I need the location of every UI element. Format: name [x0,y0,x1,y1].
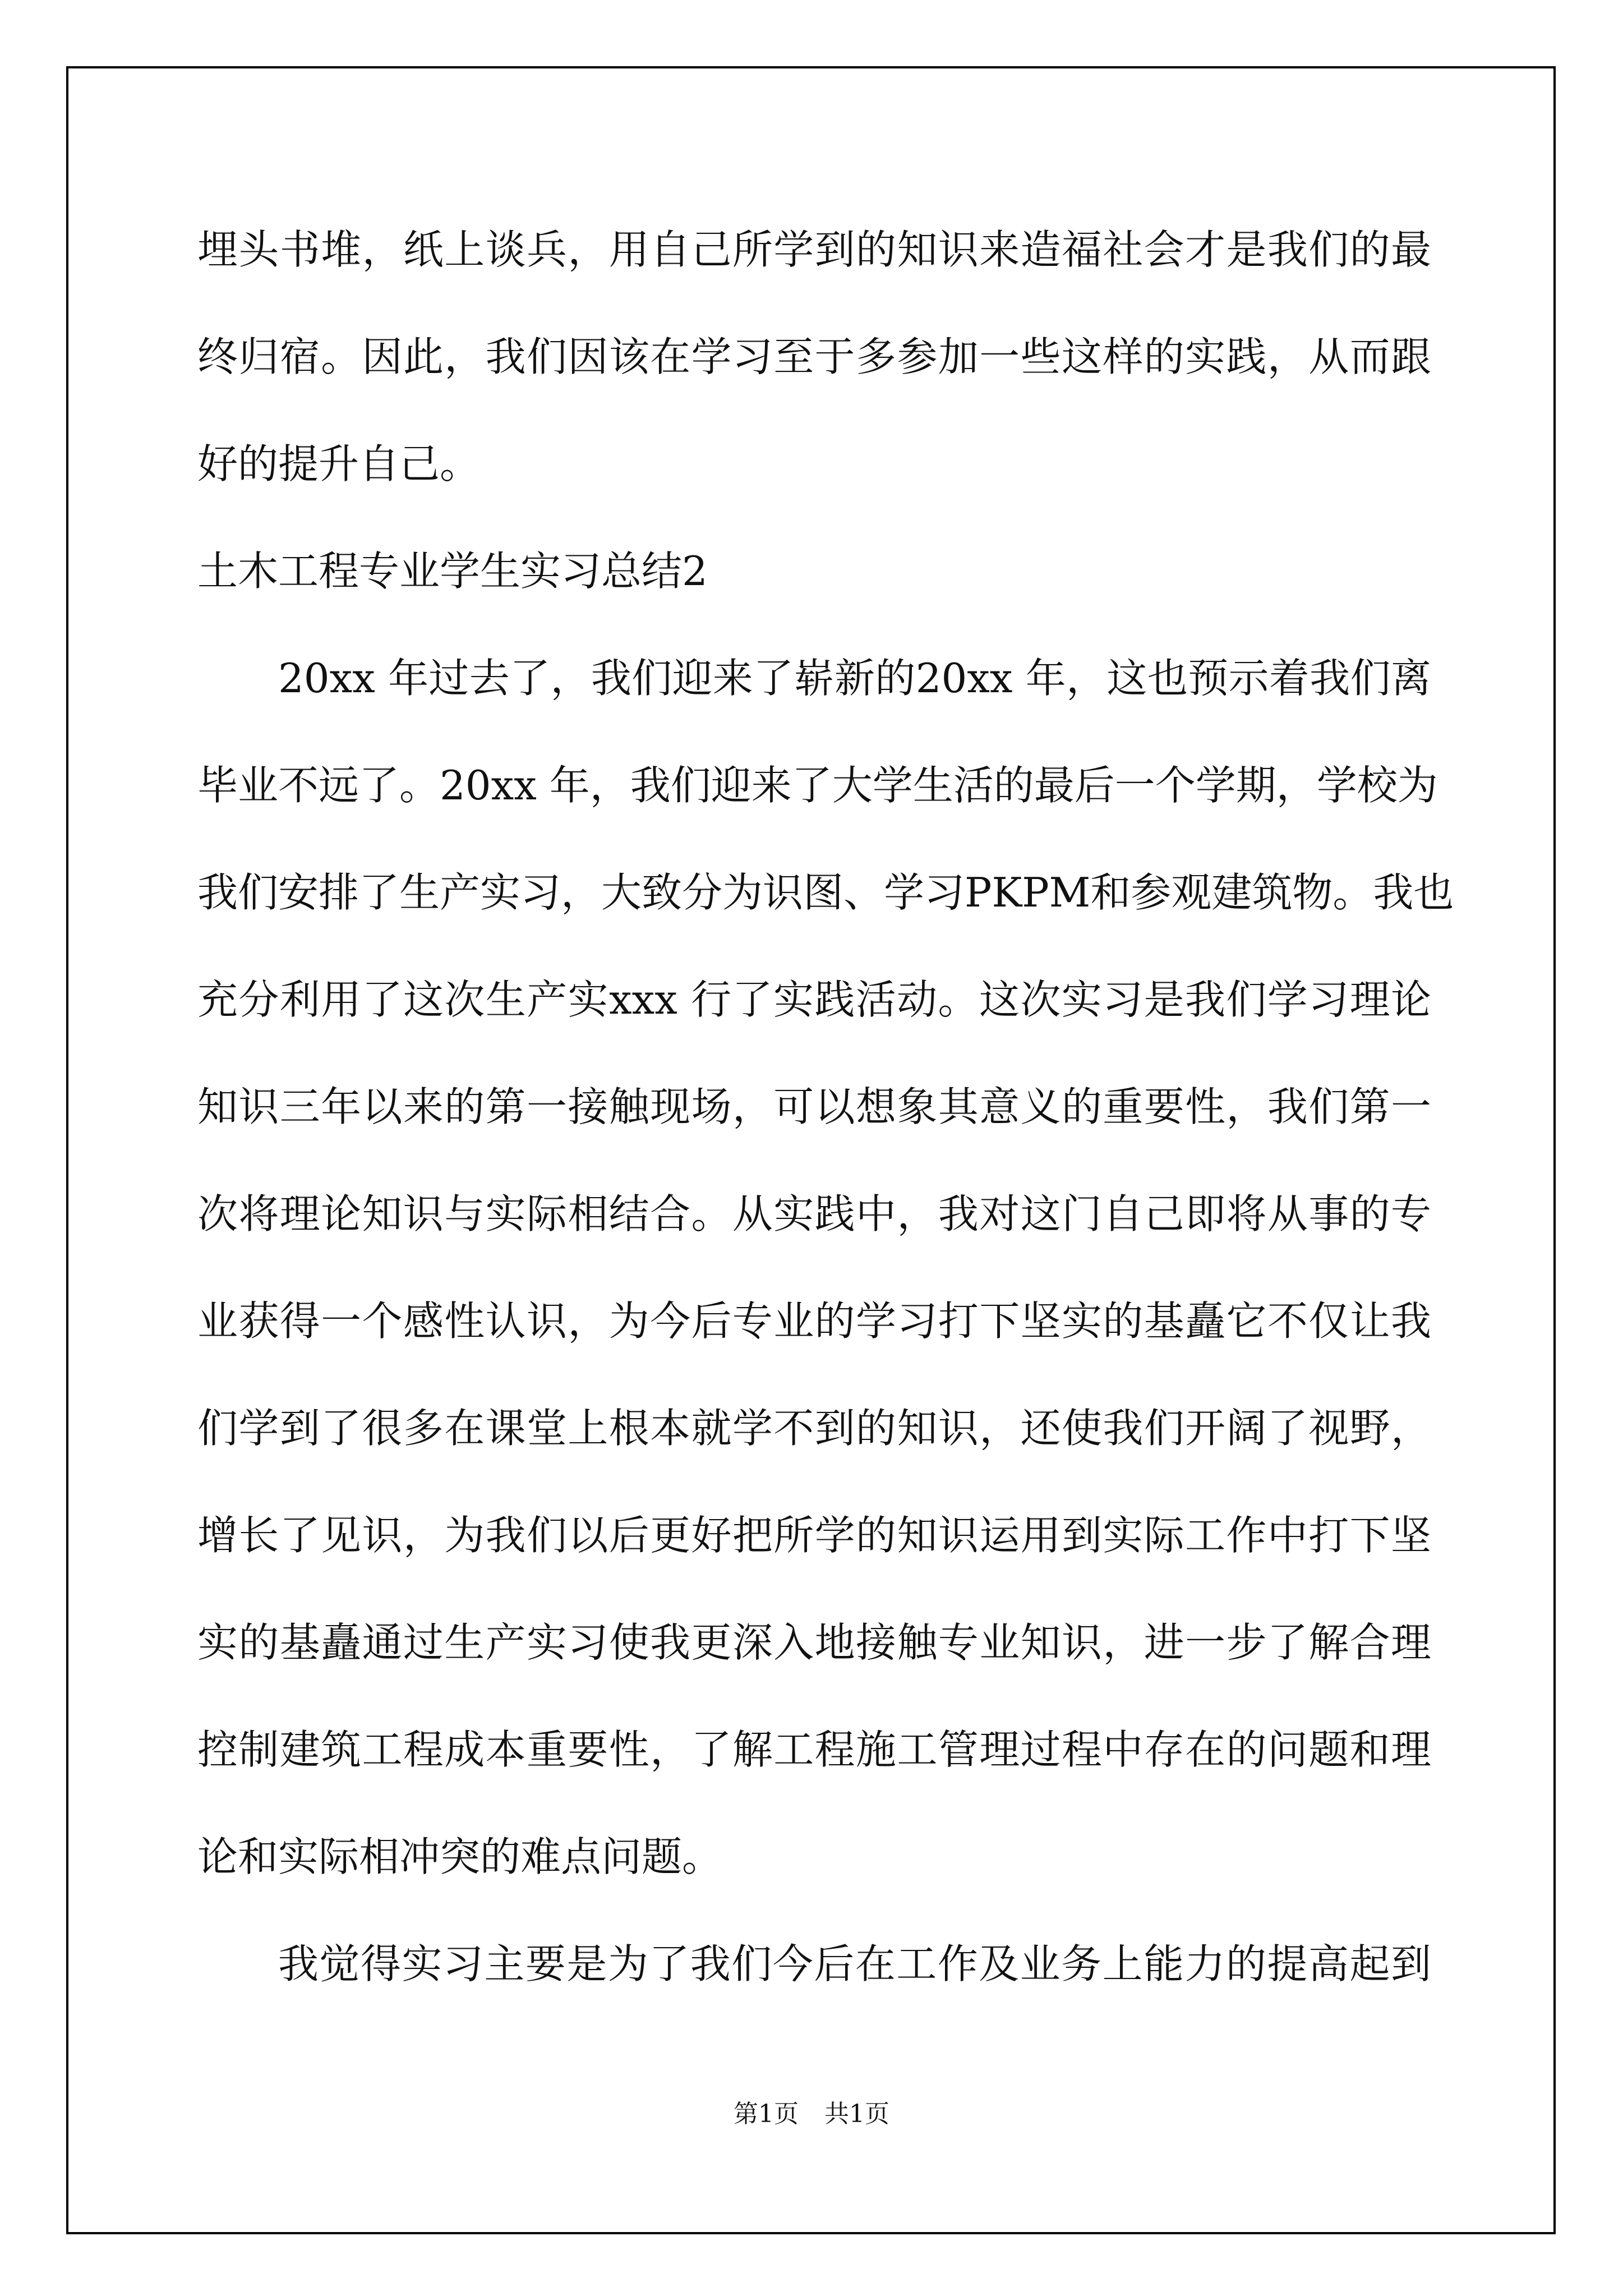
paragraph-line: 终归宿。因此，我们因该在学习至于多参加一些这样的实践，从而跟 [197,333,1431,380]
document-body [197,196,1454,2018]
paragraph-line: 们学到了很多在课堂上根本就学不到的知识，还使我们开阔了视野， [197,1405,1431,1452]
page-footer [0,2093,1623,2129]
paragraph-line: 埋头书堆，纸上谈兵，用自己所学到的知识来造福社会才是我们的最 [197,226,1431,273]
page-number-total: 共1页 [824,2100,889,2128]
paragraph-line: 20xx 年过去了，我们迎来了崭新的20xx 年，这也预示着我们离 [278,655,1431,702]
section-heading: 土木工程专业学生实习总结2 [197,547,708,595]
paragraph-line: 论和实际相冲突的难点问题。 [197,1833,723,1880]
paragraph-line: 业获得一个感性认识，为今后专业的学习打下坚实的基矗它不仅让我 [197,1297,1431,1345]
paragraph-line: 增长了见识，为我们以后更好把所学的知识运用到实际工作中打下坚 [197,1512,1431,1559]
paragraph-line: 充分利用了这次生产实xxx 行了实践活动。这次实习是我们学习理论 [197,976,1431,1023]
paragraph-line: 控制建筑工程成本重要性，了解工程施工管理过程中存在的问题和理 [197,1726,1431,1773]
paragraph-line: 我觉得实习主要是为了我们今后在工作及业务上能力的提高起到 [278,1940,1431,1987]
paragraph-line: 我们安排了生产实习，大致分为识图、学习PKPM和参观建筑物。我也 [197,869,1454,916]
paragraph-line: 好的提升自己。 [197,440,481,487]
paragraph-line: 毕业不远了。20xx 年，我们迎来了大学生活的最后一个学期，学校为 [197,762,1438,809]
paragraph-line: 次将理论知识与实际相结合。从实践中，我对这门自己即将从事的专 [197,1190,1431,1237]
paragraph-line: 知识三年以来的第一接触现场，可以想象其意义的重要性，我们第一 [197,1083,1431,1130]
page-number-current: 第1页 [734,2100,799,2128]
paragraph-line: 实的基矗通过生产实习使我更深入地接触专业知识，进一步了解合理 [197,1619,1431,1666]
